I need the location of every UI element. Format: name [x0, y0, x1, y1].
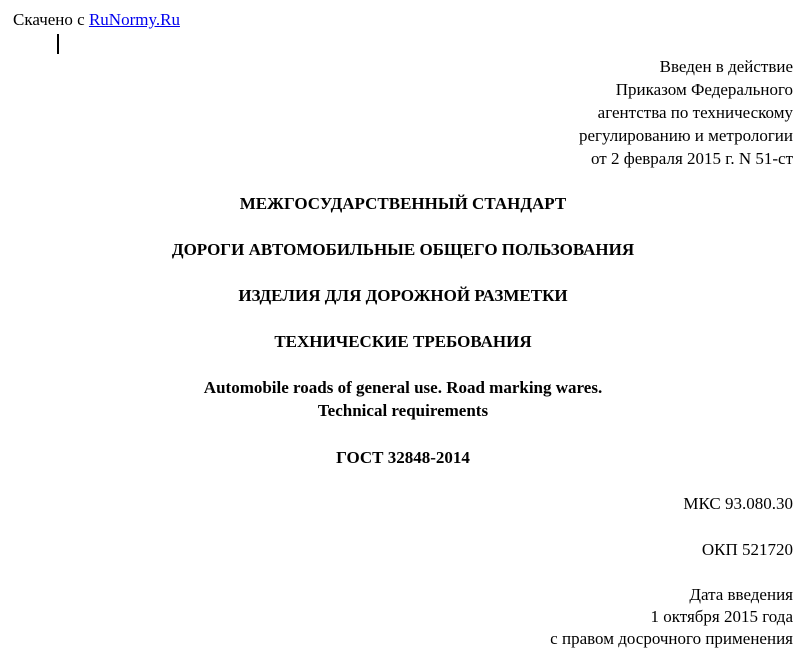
order-line-1: Введен в действие [659, 57, 793, 76]
order-block [579, 55, 793, 170]
text-cursor [57, 34, 59, 54]
order-line-2: Приказом Федерального [615, 80, 793, 99]
introduction-line-1: Дата введения [689, 585, 793, 604]
introduction-block [550, 583, 793, 649]
source-line [13, 8, 180, 31]
standard-type-heading: МЕЖГОСУДАРСТВЕННЫЙ СТАНДАРТ [239, 194, 567, 213]
english-title-line-1: Automobile roads of general use. Road marking wares. [203, 378, 603, 397]
wares-heading: ИЗДЕЛИЯ ДЛЯ ДОРОЖНОЙ РАЗМЕТКИ [238, 286, 568, 305]
requirements-heading: ТЕХНИЧЕСКИЕ ТРЕБОВАНИЯ [274, 332, 532, 351]
roads-heading: ДОРОГИ АВТОМОБИЛЬНЫЕ ОБЩЕГО ПОЛЬЗОВАНИЯ [171, 240, 635, 259]
introduction-line-2: 1 октября 2015 года [650, 607, 793, 626]
order-line-3: агентства по техническому [597, 103, 793, 122]
gost-number: ГОСТ 32848-2014 [336, 448, 470, 467]
english-title [0, 376, 799, 422]
okp-code: ОКП 521720 [701, 540, 793, 559]
mks-code: МКС 93.080.30 [683, 494, 793, 513]
runormy-link[interactable]: RuNormy.Ru [88, 10, 180, 29]
order-line-5: от 2 февраля 2015 г. N 51-ст [590, 149, 793, 168]
english-title-line-2: Technical requirements [317, 401, 489, 420]
source-prefix: Скачено с [13, 10, 89, 29]
order-line-4: регулированию и метрологии [578, 126, 793, 145]
introduction-line-3: с правом досрочного применения [550, 629, 793, 648]
